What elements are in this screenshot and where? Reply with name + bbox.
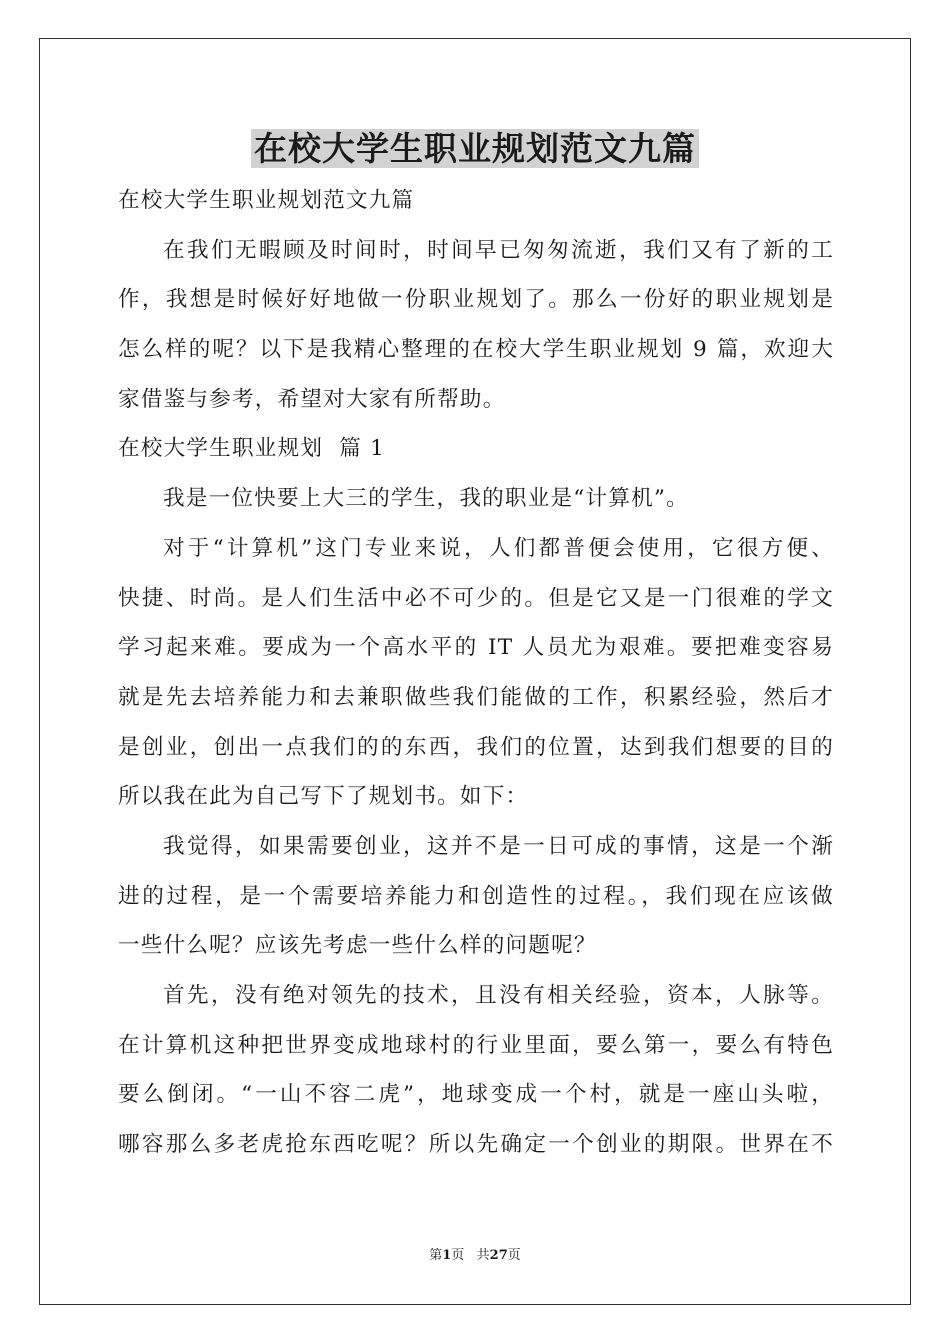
paragraph-line: 哪容那么多老虎抢东西吃呢？所以先确定一个创业的期限。世界在不 <box>118 1132 834 1158</box>
page-prefix: 第 <box>429 1248 443 1263</box>
paragraph-line: 我觉得，如果需要创业，这并不是一日可成的事情，这是一个渐 <box>163 833 834 859</box>
paragraph-line: 是创业，创出一点我们的的东西，我们的位置，达到我们想要的目的 <box>118 734 834 760</box>
paragraph-line: 在计算机这种把世界变成地球村的行业里面，要么第一，要么有特色 <box>118 1032 834 1058</box>
page-mid: 页 共 <box>451 1248 490 1263</box>
document-body <box>118 176 834 1170</box>
paragraph-line: 学习起来难。要成为一个高水平的 IT 人员尤为艰难。要把难变容易 <box>118 635 834 661</box>
paragraph-line: 所以我在此为自己写下了规划书。如下： <box>118 784 529 810</box>
document-title <box>0 126 950 172</box>
paragraph-line: 就是先去培养能力和去兼职做些我们能做的工作，积累经验，然后才 <box>118 684 834 710</box>
paragraph-line: 在我们无暇顾及时间时，时间早已匆匆流逝，我们又有了新的工 <box>163 237 834 263</box>
paragraph-line: 家借鉴与参考，希望对大家有所帮助。 <box>118 386 506 412</box>
paragraph-line: 进的过程，是一个需要培养能力和创造性的过程。，我们现在应该做 <box>118 883 834 909</box>
page-suffix: 页 <box>507 1248 521 1263</box>
page-current: 1 <box>442 1248 452 1263</box>
paragraph-line: 要么倒闭。“一山不容二虎”，地球变成一个村，就是一座山头啦， <box>118 1082 834 1108</box>
page-footer <box>0 1246 950 1266</box>
paragraph-line: 怎么样的呢？以下是我精心整理的在校大学生职业规划 9 篇，欢迎大 <box>118 337 834 363</box>
paragraph-line: 一些什么呢？应该先考虑一些什么样的问题呢？ <box>118 933 597 959</box>
paragraph-line: 我是一位快要上大三的学生，我的职业是“计算机”。 <box>163 486 689 512</box>
paragraph-line: 首先，没有绝对领先的技术，且没有相关经验，资本，人脉等。 <box>163 983 834 1008</box>
subtitle-line: 在校大学生职业规划范文九篇 <box>118 188 415 213</box>
paragraph-line: 对于“计算机”这门专业来说，人们都普便会使用，它很方便、 <box>163 535 834 561</box>
page-total: 27 <box>489 1248 508 1263</box>
document-title-text: 在校大学生职业规划范文九篇 <box>251 129 699 168</box>
section-heading: 在校大学生职业规划 篇 1 <box>118 436 386 462</box>
paragraph-line: 作，我想是时候好好地做一份职业规划了。那么一份好的职业规划是 <box>118 287 834 313</box>
paragraph-line: 快捷、时尚。是人们生活中必不可少的。但是它又是一门很难的学文 <box>118 585 834 611</box>
